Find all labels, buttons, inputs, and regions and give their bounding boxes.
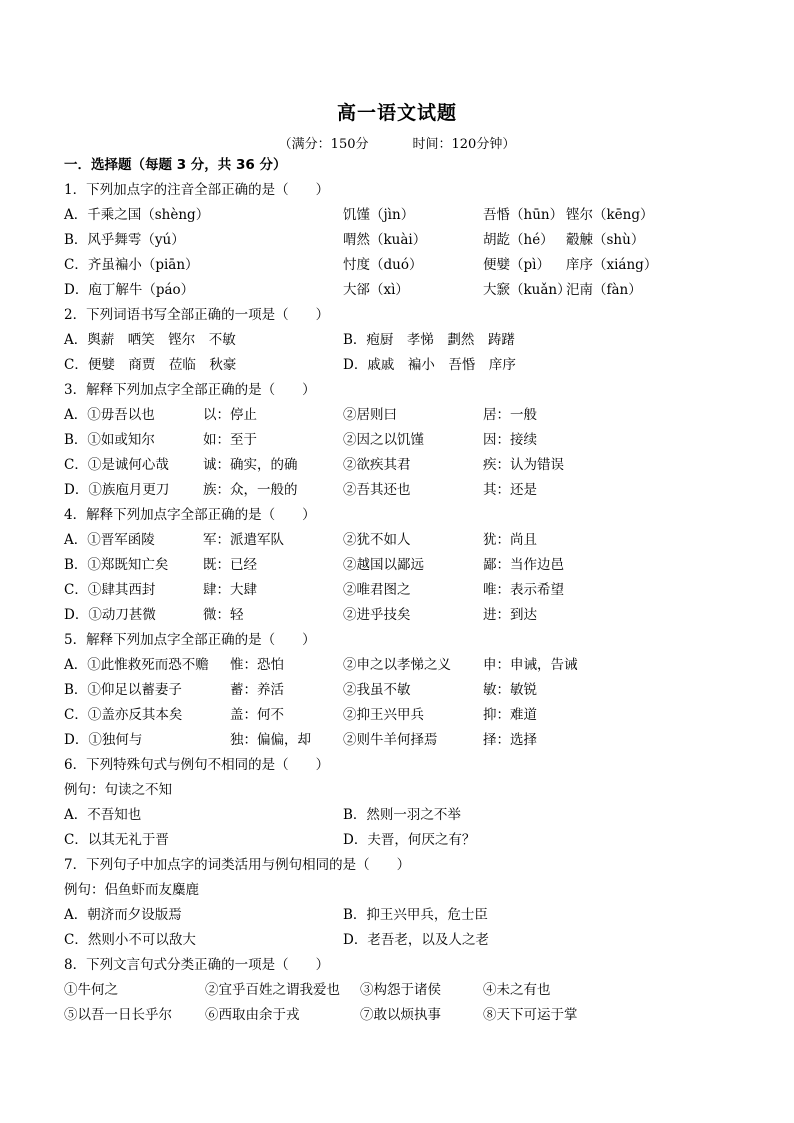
option-cell: A．①此惟救死而恐不赡 xyxy=(64,657,209,673)
option-cell: 进：到达 xyxy=(483,607,537,623)
option-cell: C．①肆其西封 xyxy=(64,582,156,598)
option-cell: C．便嬖 商贾 莅临 秋豪 xyxy=(64,357,237,373)
option-cell: 择：选择 xyxy=(483,732,537,748)
option-cell: 忖度（duó） xyxy=(343,257,423,273)
sentence-item: ①牛何之 xyxy=(64,982,118,998)
option-cell: ②因之以饥馑 xyxy=(343,432,424,448)
option-cell: A．①晋军函陵 xyxy=(64,532,155,548)
sentence-item: ②宜乎百姓之谓我爱也 xyxy=(205,982,340,998)
option-cell: ②欲疾其君 xyxy=(343,457,411,473)
option-cell: C．齐虽褊小（piān） xyxy=(64,257,199,273)
option-cell: 大郤（xì） xyxy=(343,282,409,298)
option-cell: B．抑王兴甲兵，危士臣 xyxy=(343,907,488,923)
option-cell: B．①郑既知亡矣 xyxy=(64,557,169,573)
option-cell: 觳觫（shù） xyxy=(566,232,645,248)
option-cell: 喟然（kuài） xyxy=(343,232,427,248)
option-cell: A．舆薪 哂笑 铿尔 不敏 xyxy=(64,332,236,348)
option-cell: ②唯君图之 xyxy=(343,582,411,598)
question-4-stem: 4．解释下列加点字全部正确的是（ ） xyxy=(64,507,316,523)
option-cell: 族：众，一般的 xyxy=(203,482,298,498)
option-cell: C．①盖亦反其本矣 xyxy=(64,707,183,723)
option-cell: D．老吾老，以及人之老 xyxy=(343,932,489,948)
option-cell: 军：派遣军队 xyxy=(203,532,284,548)
option-cell: 抑：难道 xyxy=(483,707,537,723)
question-7-example: 例句：侣鱼虾而友麋鹿 xyxy=(64,882,199,898)
option-cell: ②进乎技矣 xyxy=(343,607,411,623)
option-cell: 犹：尚且 xyxy=(483,532,537,548)
option-cell: D．戚戚 褊小 吾惛 庠序 xyxy=(343,357,516,373)
sentence-item: ⑥西取由余于戎 xyxy=(205,1007,300,1023)
option-cell: 吾惛（hūn） xyxy=(483,207,564,223)
question-2-stem: 2．下列词语书写全部正确的一项是（ ） xyxy=(64,307,330,323)
option-cell: A．不吾知也 xyxy=(64,807,142,823)
option-cell: D．①独何与 xyxy=(64,732,143,748)
question-5-stem: 5．解释下列加点字全部正确的是（ ） xyxy=(64,632,316,648)
option-cell: C．以其无礼于晋 xyxy=(64,832,169,848)
option-cell: 其：还是 xyxy=(483,482,537,498)
sentence-item: ⑧天下可运于掌 xyxy=(483,1007,578,1023)
option-cell: ②居则曰 xyxy=(343,407,397,423)
option-cell: A．朝济而夕设版焉 xyxy=(64,907,182,923)
option-cell: 敏：敏锐 xyxy=(483,682,537,698)
option-cell: ②则牛羊何择焉 xyxy=(343,732,438,748)
option-cell: B．疱厨 孝悌 劃然 踌躇 xyxy=(343,332,515,348)
option-cell: 既：已经 xyxy=(203,557,257,573)
option-cell: 独：偏偏，却 xyxy=(230,732,311,748)
option-cell: B．然则一羽之不举 xyxy=(343,807,461,823)
option-cell: 鄙：当作边邑 xyxy=(483,557,564,573)
option-cell: B．①如或知尔 xyxy=(64,432,155,448)
section-heading: 一．选择题（每题 3 分，共 36 分） xyxy=(64,157,287,173)
option-cell: C．然则小不可以敌大 xyxy=(64,932,196,948)
option-cell: B．风乎舞雩（yú） xyxy=(64,232,185,248)
option-cell: D．①族庖月更刀 xyxy=(64,482,170,498)
option-cell: ②申之以孝悌之义 xyxy=(343,657,451,673)
option-cell: 申：申诫，告诫 xyxy=(483,657,578,673)
full-score: （满分：150分 xyxy=(278,137,369,152)
option-cell: 蓄：养活 xyxy=(230,682,284,698)
sentence-item: ③构怨于诸侯 xyxy=(360,982,441,998)
option-cell: 居：一般 xyxy=(483,407,537,423)
option-cell: 饥馑（jìn） xyxy=(343,207,415,223)
option-cell: A．①毋吾以也 xyxy=(64,407,155,423)
page-title: 高一语文试题 xyxy=(336,102,457,124)
option-cell: 如：至于 xyxy=(203,432,257,448)
question-6-stem: 6．下列特殊句式与例句不相同的是（ ） xyxy=(64,757,330,773)
question-6-example: 例句：句读之不知 xyxy=(64,782,172,798)
option-cell: 大窾（kuǎn） xyxy=(483,282,571,298)
option-cell: B．①仰足以蓄妻子 xyxy=(64,682,182,698)
option-cell: 铿尔（kēng） xyxy=(566,207,654,223)
question-7-stem: 7．下列句子中加点字的词类活用与例句相同的是（ ） xyxy=(64,857,411,873)
option-cell: 以：停止 xyxy=(203,407,257,423)
exam-info xyxy=(0,133,794,152)
option-cell: 惟：恐怕 xyxy=(230,657,284,673)
sentence-item: ⑦敢以烦执事 xyxy=(360,1007,441,1023)
option-cell: 庠序（xiáng） xyxy=(566,257,658,273)
option-cell: 肆：大肆 xyxy=(203,582,257,598)
sentence-item: ④未之有也 xyxy=(483,982,551,998)
option-cell: D．夫晋，何厌之有？ xyxy=(343,832,476,848)
option-cell: ②我虽不敏 xyxy=(343,682,411,698)
option-cell: 诚：确实，的确 xyxy=(203,457,298,473)
option-cell: 疾：认为错误 xyxy=(483,457,564,473)
option-cell: ②抑王兴甲兵 xyxy=(343,707,424,723)
option-cell: 盖：何不 xyxy=(230,707,284,723)
exam-time: 时间：120分钟） xyxy=(412,137,516,152)
option-cell: D．庖丁解牛（páo） xyxy=(64,282,195,298)
option-cell: 便嬖（pì） xyxy=(483,257,550,273)
option-cell: ②吾其还也 xyxy=(343,482,411,498)
option-cell: 唯：表示希望 xyxy=(483,582,564,598)
sentence-item: ⑤以吾一日长乎尔 xyxy=(64,1007,172,1023)
option-cell: ②犹不如人 xyxy=(343,532,411,548)
question-8-stem: 8．下列文言句式分类正确的一项是（ ） xyxy=(64,957,330,973)
option-cell: ②越国以鄙远 xyxy=(343,557,424,573)
option-cell: D．①动刀甚微 xyxy=(64,607,156,623)
option-cell: 微：轻 xyxy=(203,607,244,623)
option-cell: 汜南（fàn） xyxy=(566,282,642,298)
option-cell: A．千乘之国（shèng） xyxy=(64,207,210,223)
option-cell: 因：接续 xyxy=(483,432,537,448)
option-cell: 胡龁（hé） xyxy=(483,232,554,248)
question-1-stem: 1．下列加点字的注音全部正确的是（ ） xyxy=(64,182,330,198)
option-cell: C．①是诚何心哉 xyxy=(64,457,169,473)
question-3-stem: 3．解释下列加点字全部正确的是（ ） xyxy=(64,382,316,398)
